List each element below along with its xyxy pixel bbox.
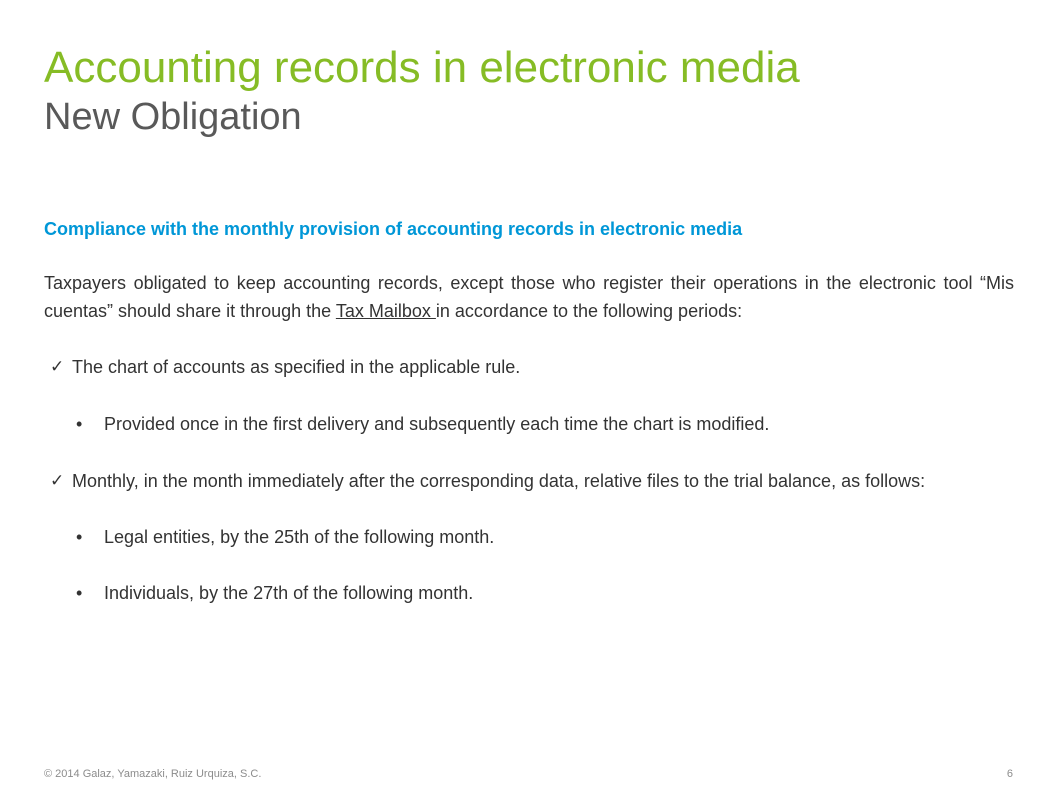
check-icon: ✓ [50, 471, 65, 490]
check-item-text: Monthly, in the month immediately after the corresponding data, relative files to the trial balance, as follows: [72, 471, 926, 491]
slide-title: Accounting records in electronic media [44, 43, 800, 92]
bullet-item-text: Provided once in the first delivery and subsequently each time the chart is modified. [104, 414, 770, 434]
check-list-item [44, 353, 1014, 381]
bullet-list-item [44, 410, 1014, 438]
intro-text-end: in accordance to the following periods: [435, 301, 743, 321]
bullet-icon: • [76, 583, 83, 603]
slide-subtitle: New Obligation [44, 96, 302, 138]
intro-text-start: Taxpayers obligated to keep accounting records, except those who register their operations in the electronic tool “Mis cuentas” should share it through the [44, 273, 1014, 321]
bullet-item-text: Legal entities, by the 25th of the following month. [104, 527, 495, 547]
section-heading: Compliance with the monthly provision of accounting records in electronic media [44, 219, 743, 239]
check-icon: ✓ [50, 357, 65, 376]
intro-paragraph [44, 269, 1014, 325]
page-number: 6 [1006, 768, 1013, 780]
bullet-icon: • [76, 527, 83, 547]
check-item-text: The chart of accounts as specified in the applicable rule. [72, 357, 521, 377]
check-list-item [44, 467, 1014, 495]
bullet-item-text: Individuals, by the 27th of the following month. [104, 583, 474, 603]
bullet-list-item [44, 579, 1014, 607]
bullet-list-item [44, 523, 1014, 551]
bullet-icon: • [76, 414, 83, 434]
tax-mailbox-link[interactable]: Tax Mailbox [335, 301, 436, 321]
footer-copyright: © 2014 Galaz, Yamazaki, Ruiz Urquiza, S.C. [44, 768, 262, 780]
slide-content [44, 215, 1014, 607]
